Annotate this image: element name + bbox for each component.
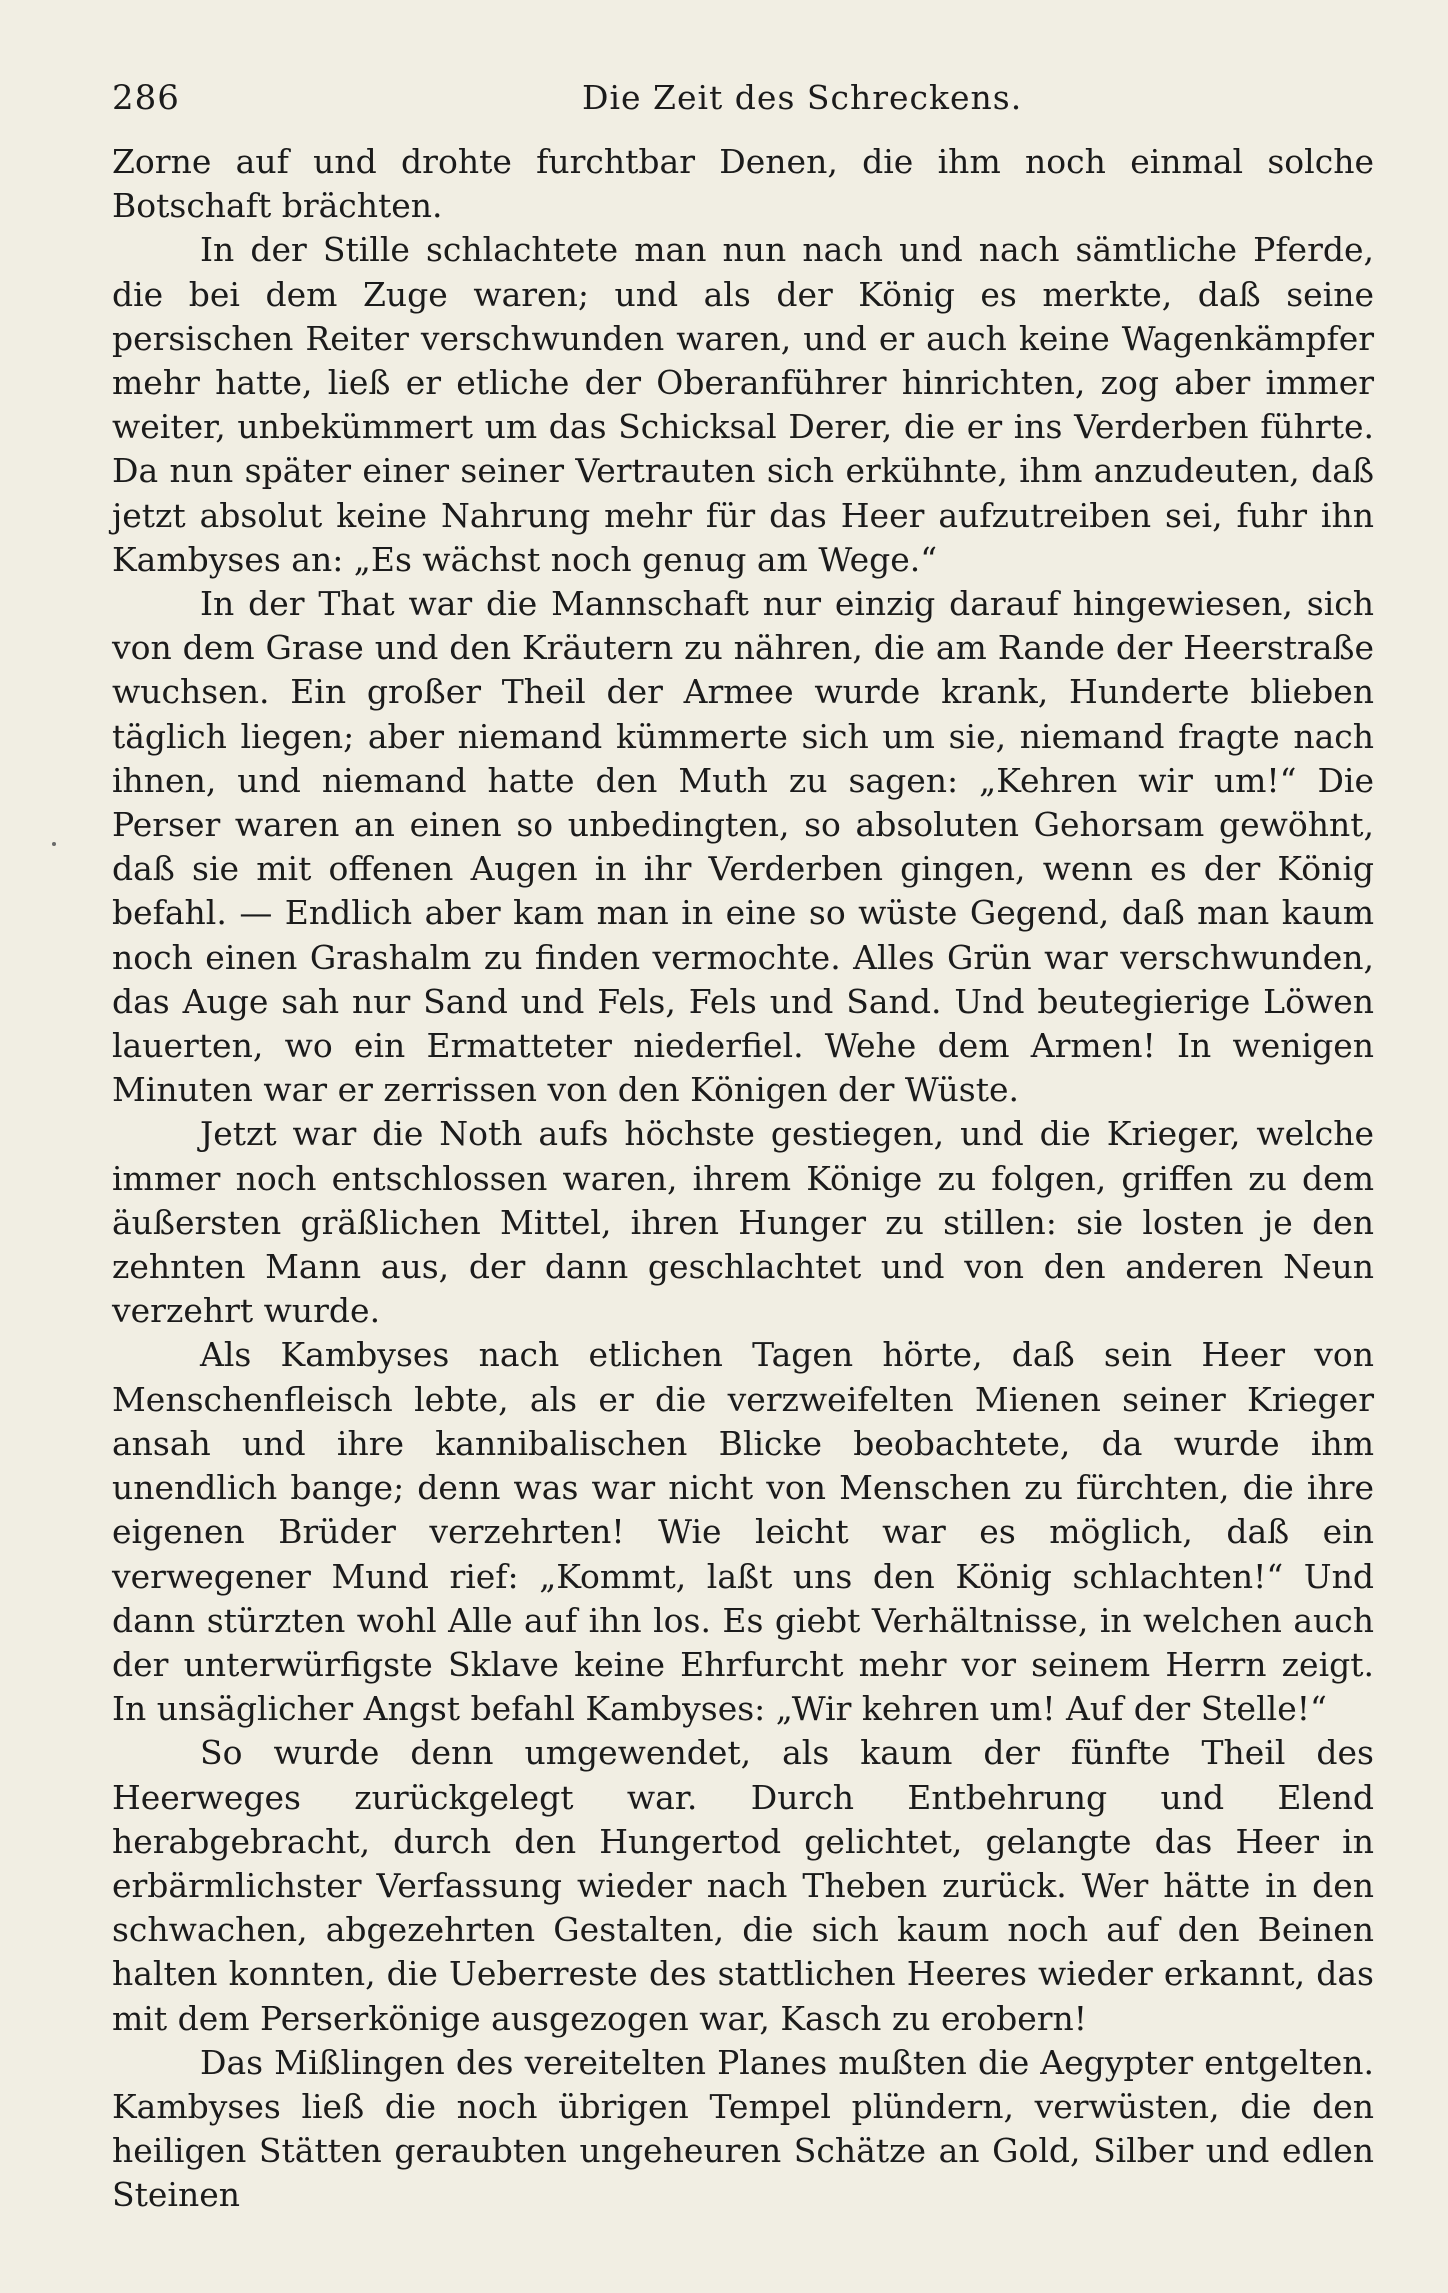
- paragraph: In der Stille schlachtete man nun nach und nach sämtliche Pferde, die bei dem Zuge waren; und als der König es merkte, daß seine persischen Reiter verschwunden waren, und er auch keine Wagenkämpfer mehr hatte, ließ er etliche der Oberanführer hinrichten, zog aber immer weiter, unbekümmert um das Schicksal Derer, die er ins Verderben führte. Da nun später einer seiner Vertrauten sich erkühnte, ihm anzudeuten, daß jetzt absolut keine Nahrung mehr für das Heer aufzutreiben sei, fuhr ihn Kambyses an: „Es wächst noch genug am Wege.“: [112, 230, 1374, 579]
- page-header: [112, 70, 1374, 126]
- paragraph: Als Kambyses nach etlichen Tagen hörte, daß sein Heer von Menschenfleisch lebte, als er die verzweifelten Mienen seiner Krieger ansah und ihre kannibalischen Blicke beobachtete, da wurde ihm unendlich bange; denn was war nicht von Menschen zu fürchten, die ihre eigenen Brüder verzehrten! Wie leicht war es möglich, daß ein verwegener Mund rief: „Kommt, laßt uns den König schlachten!“ Und dann stürzten wohl Alle auf ihn los. Es giebt Verhältnisse, in welchen auch der unterwürfigste Sklave keine Ehrfurcht mehr vor seinem Herrn zeigt. In unsäglicher Angst befahl Kambyses: „Wir kehren um! Auf der Stelle!“: [112, 1335, 1374, 1729]
- running-title: Die Zeit des Schreckens.: [582, 78, 1023, 117]
- paragraph: In der That war die Mannschaft nur einzig darauf hingewiesen, sich von dem Grase und den Kräutern zu nähren, die am Rande der Heerstraße wuchsen. Ein großer Theil der Armee wurde krank, Hunderte blieben täglich liegen; aber niemand kümmerte sich um sie, niemand fragte nach ihnen, und niemand hatte den Muth zu sagen: „Kehren wir um!“ Die Perser waren an einen so unbedingten, so absoluten Gehorsam gewöhnt, daß sie mit offenen Augen in ihr Verderben gingen, wenn es der König befahl. — Endlich aber kam man in eine so wüste Gegend, daß man kaum noch einen Grashalm zu finden vermochte. Alles Grün war verschwunden, das Auge sah nur Sand und Fels, Fels und Sand. Und beutegierige Löwen lauerten, wo ein Ermatteter niederfiel. Wehe dem Armen! In wenigen Minuten war er zerrissen von den Königen der Wüste.: [112, 584, 1374, 1110]
- paragraph: So wurde denn umgewendet, als kaum der fünfte Theil des Heerweges zurückgelegt war. Durch Entbehrung und Elend herabgebracht, durch den Hungertod gelichtet, gelangte das Heer in erbärmlichster Verfassung wieder nach Theben zurück. Wer hätte in den schwachen, abgezehrten Gestalten, die sich kaum noch auf den Beinen halten konnten, die Ueberreste des stattlichen Heeres wieder erkannt, das mit dem Perserkönige ausgezogen war, Kasch zu erobern!: [112, 1733, 1374, 2038]
- paragraph: Jetzt war die Noth aufs höchste gestiegen, und die Krieger, welche immer noch entschlossen waren, ihrem Könige zu folgen, griffen zu dem äußersten gräßlichen Mittel, ihren Hunger zu stillen: sie losten je den zehnten Mann aus, der dann geschlachtet und von den anderen Neun verzehrt wurde.: [112, 1114, 1374, 1331]
- paragraph-continuation: Zorne auf und drohte furchtbar Denen, die ihm noch einmal solche Botschaft brächten.: [112, 142, 1374, 226]
- paragraph: Das Mißlingen des vereitelten Planes mußten die Aegypter entgelten. Kambyses ließ die noch übrigen Tempel plündern, verwüsten, die den heiligen Stätten geraubten ungeheuren Schätze an Gold, Silber und edlen Steinen: [112, 2042, 1374, 2215]
- page-number: 286: [112, 78, 180, 118]
- ink-speck: [52, 842, 56, 846]
- body-text: [112, 140, 1374, 2218]
